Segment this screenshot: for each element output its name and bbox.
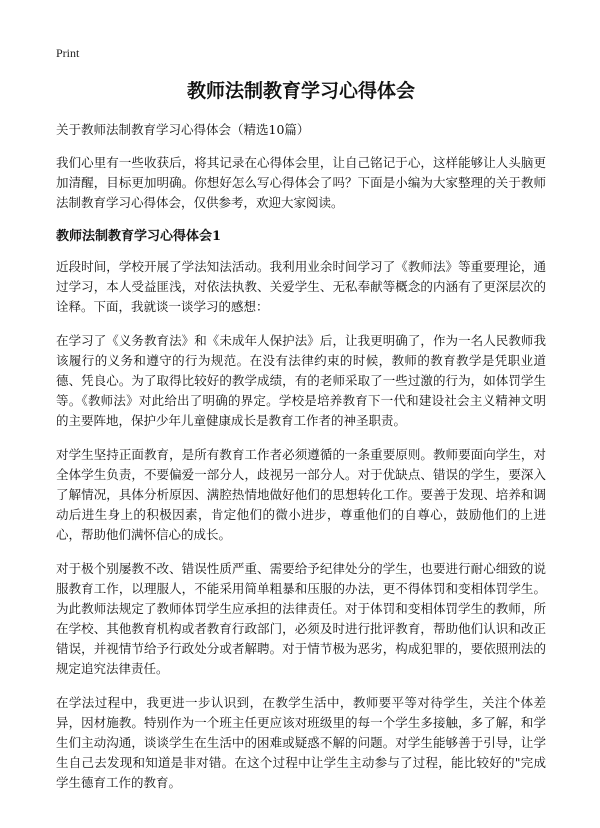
print-link[interactable]: Print: [56, 46, 80, 60]
document-body: [56, 78, 546, 807]
body-paragraph-4: 对于极个别屡教不改、错误性质严重、需要给予纪律处分的学生，也要进行耐心细致的说服教育工作，以理服人，不能采用简单粗暴和压服的办法，更不得体罚和变相体罚学生。为此教师法规定了教师体罚学生应承担的法律责任。对于体罚和变相体罚学生的教师，所在学校、其他教育机构或者教育行政部门，必须及时进行批评教育，帮助他们认识和改正错误，并视情节给予行政处分或者解聘。对于情节极为恶劣，构成犯罪的，要依照刑法的规定追究法律责任。: [56, 561, 546, 676]
body-paragraph-2: 在学习了《义务教育法》和《未成年人保护法》后，让我更明确了，作为一名人民教师我该履行的义务和遵守的行为规范。在没有法律约束的时候，教师的教育教学是凭职业道德、凭良心。为了取得比较好的教学成绩，有的老师采取了一些过激的行为，如体罚学生等。《教师法》对此给出了明确的界定。学校是培养教育下一代和建设社会主义精神文明的主要阵地，保护少年儿童健康成长是教育工作者的神圣职责。: [56, 333, 546, 428]
body-paragraph-1: 近段时间，学校开展了学法知法活动。我利用业余时间学习了《教师法》等重要理论，通过学习，本人受益匪浅，对依法执教、关爱学生、无私奉献等概念的内涵有了更深层次的诠释。下面，我就谈一谈学习的感想：: [56, 259, 546, 314]
document-title: 教师法制教育学习心得体会: [186, 80, 415, 102]
document-subtitle: 关于教师法制教育学习心得体会（精选10篇）: [56, 122, 310, 137]
section-heading: 教师法制教育学习心得体会1: [56, 229, 222, 244]
body-paragraph-5: 在学法过程中，我更进一步认识到，在教学生活中，教师要平等对待学生，关注个体差异，因材施教。特别作为一个班主任更应该对班级里的每一个学生多接触，多了解，和学生们主动沟通，谈谈学生在生活中的困难或疑惑不解的问题。对学生能够善于引导，让学生自己去发现和知道是非对错。在这个过程中让学生主动参与了过程，能比较好的"完成学生德育工作的教育。: [56, 695, 546, 790]
intro-paragraph: 我们心里有一些收获后，将其记录在心得体会里，让自己铭记于心，这样能够让人头脑更加清醒，目标更加明确。你想好怎么写心得体会了吗？下面是小编为大家整理的关于教师法制教育学习心得体会，仅供参考，欢迎大家阅读。: [56, 155, 546, 210]
body-paragraph-3: 对学生坚持正面教育，是所有教育工作者必须遵循的一条重要原则。教师要面向学生，对全体学生负责，不要偏爱一部分人，歧视另一部分人。对于优缺点、错误的学生，要深入了解情况，具体分析原因、满腔热情地做好他们的思想转化工作。要善于发现、培养和调动后进生身上的积极因素，肯定他们的微小进步，尊重他们的自尊心，鼓励他们的上进心，帮助他们满怀信心的成长。: [56, 447, 546, 542]
